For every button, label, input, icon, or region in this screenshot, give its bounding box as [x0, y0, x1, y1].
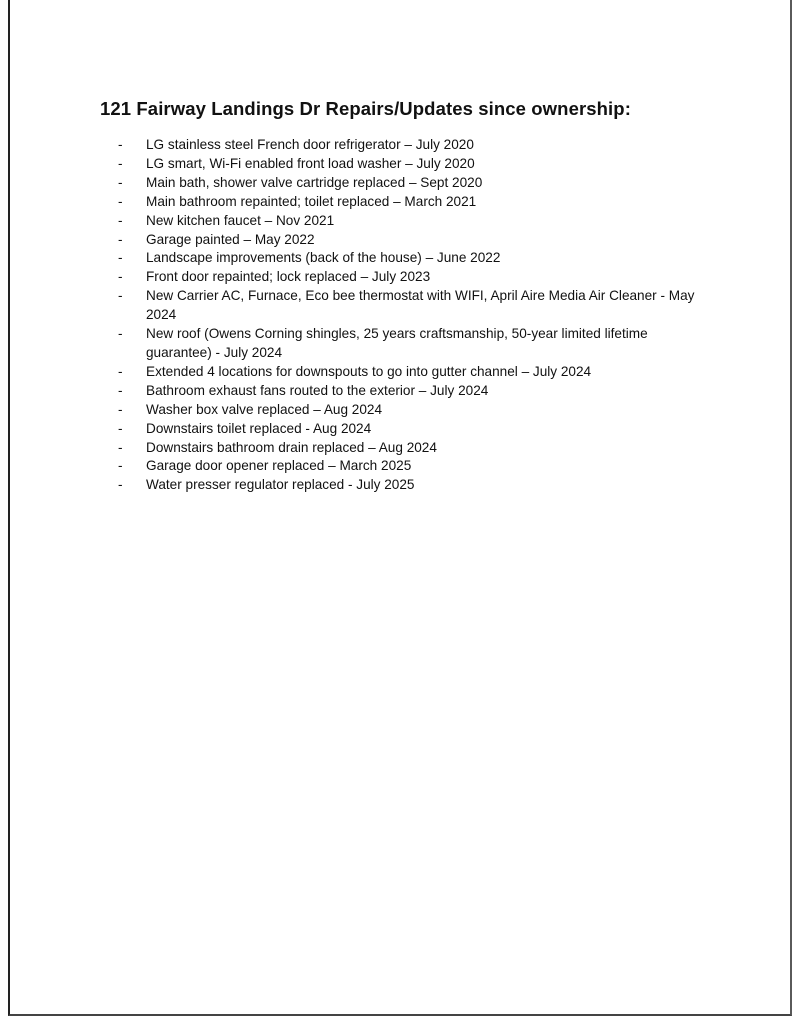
list-item-text: New kitchen faucet – Nov 2021 — [146, 212, 335, 228]
bullet-dash: - — [118, 382, 123, 398]
bullet-dash: - — [118, 269, 123, 285]
list-item — [118, 212, 708, 231]
list-item — [118, 401, 708, 420]
bullet-dash: - — [118, 212, 123, 228]
bullet-dash: - — [118, 363, 123, 379]
list-item-text: New Carrier AC, Furnace, Eco bee thermostat with WIFI, April Aire Media Air Cleaner - May 2024 — [146, 288, 695, 323]
list-item — [118, 439, 708, 458]
bullet-dash: - — [118, 231, 123, 247]
list-item-text: Front door repainted; lock replaced – July 2023 — [146, 269, 431, 285]
list-item-text: Main bathroom repainted; toilet replaced – March 2021 — [146, 193, 477, 209]
bullet-dash: - — [118, 288, 123, 304]
list-item-text: Garage painted – May 2022 — [146, 231, 315, 247]
list-item — [118, 476, 708, 495]
list-item-text: Downstairs bathroom drain replaced – Aug 2024 — [146, 439, 437, 455]
list-item-text: Bathroom exhaust fans routed to the exterior – July 2024 — [146, 382, 489, 398]
bullet-dash: - — [118, 420, 123, 436]
list-item-text: Washer box valve replaced – Aug 2024 — [146, 401, 383, 417]
repairs-list — [118, 136, 708, 495]
bullet-dash: - — [118, 458, 123, 474]
bullet-dash: - — [118, 137, 123, 152]
list-item — [118, 420, 708, 439]
list-item — [118, 231, 708, 250]
list-item — [118, 287, 708, 325]
list-item-text: Main bath, shower valve cartridge replaced – Sept 2020 — [146, 174, 483, 190]
bullet-dash: - — [118, 401, 123, 417]
bullet-dash: - — [118, 193, 123, 209]
bullet-dash: - — [118, 174, 123, 190]
list-item-text: New roof (Owens Corning shingles, 25 years craftsmanship, 50-year limited lifetime guarantee) - July 2024 — [146, 326, 648, 360]
bullet-dash: - — [118, 155, 123, 171]
list-item — [118, 193, 708, 212]
list-item — [118, 136, 708, 155]
bullet-dash: - — [118, 477, 123, 493]
list-item — [118, 268, 708, 287]
list-item-text: Landscape improvements (back of the house) – June 2022 — [146, 250, 501, 266]
list-item-text: Downstairs toilet replaced - Aug 2024 — [146, 420, 372, 436]
list-item-text: LG smart, Wi-Fi enabled front load washer – July 2020 — [146, 155, 475, 171]
list-item — [118, 363, 708, 382]
bullet-dash: - — [118, 250, 123, 266]
document-page — [8, 0, 792, 1016]
list-item — [118, 325, 708, 363]
list-item — [118, 457, 708, 476]
list-item-text: Water presser regulator replaced - July 2025 — [146, 477, 415, 493]
list-item-text: Garage door opener replaced – March 2025 — [146, 458, 412, 474]
list-item-text: LG stainless steel French door refrigerator – July 2020 — [146, 137, 474, 152]
list-item — [118, 174, 708, 193]
list-item — [118, 249, 708, 268]
list-item-text: Extended 4 locations for downspouts to go into gutter channel – July 2024 — [146, 363, 592, 379]
document-title: 121 Fairway Landings Dr Repairs/Updates since ownership: — [100, 98, 631, 119]
bullet-dash: - — [118, 326, 123, 342]
list-item — [118, 155, 708, 174]
bullet-dash: - — [118, 439, 123, 455]
list-item — [118, 382, 708, 401]
